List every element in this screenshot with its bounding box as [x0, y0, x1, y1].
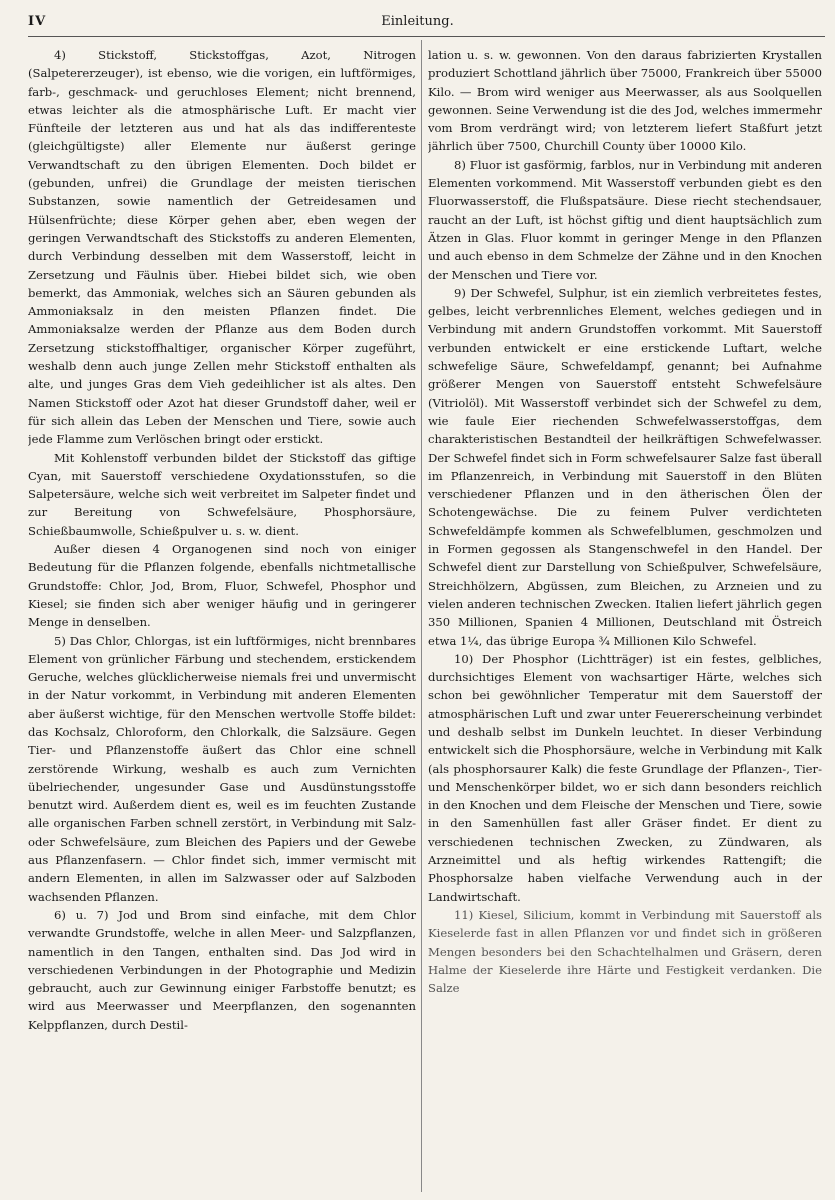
paragraph-jod-brom-continued: lation u. s. w. gewonnen. Von den daraus fabrizierten Krystallen produziert Schottland jährlich über 75000, Frankreich über 55000 Kilo. — Brom wird weniger aus Meerwasser, als aus Soolquellen gewonnen. Seine Verwendung ist die des Jod, welches immermehr vom Brom verdrängt wird; von letzterem liefert Staßfurt jetzt jährlich über 7500, Churchill County über 10000 Kilo. [428, 48, 822, 154]
left-column [28, 46, 416, 1194]
paragraph-schwefel: 9) Der Schwefel, Sulphur, ist ein ziemlich verbreitetes festes, gelbes, leicht verbrennliches Element, welches gediegen und in Verbindung mit andern Grundstoffen vorkommt. Mit Sauerstoff verbunden entwickelt er eine erstickende Luftart, welche schwefelige Säure, Schwefeldampf, genannt; bei Aufnahme größerer Mengen von Sauerstoff entsteht Schwefelsäure (Vitriolöl). Mit Wasserstoff verbindet sich der Schwefel zu dem, wie faule Eier riechenden Schwefelwasserstoffgas, dem charakteristischen Bestandteil der heilkräftigen Schwefelwasser. Der Schwefel findet sich in Form schwefelsaurer Salze fast überall im Pflanzenreich, in Verbindung mit Sauerstoff in den Blüten verschiedener Pflanzen und in den ätherischen Ölen der Schotengewächse. Die zu feinem Pulver verdichteten Schwefeldämpfe kommen als Schwefelblumen, geschmolzen und in Formen gegossen als Stangenschwefel in den Handel. Der Schwefel dient zur Darstellung von Schießpulver, Schwefelsäure, Streichhölzern, Abgüssen, zum Bleichen, zu Arzneien und zu vielen anderen technischen Zwecken. Italien liefert jährlich gegen 350 Millionen, Spanien 4 Millionen, Deutschland mit Östreich etwa 1¼, das übrige Europa ¾ Millionen Kilo Schwefel. [428, 285, 822, 648]
column-divider [421, 40, 422, 1192]
paragraph-chlor: 5) Das Chlor, Chlorgas, ist ein luftförmiges, nicht brennbares Element von grünlicher Färbung und stechendem, erstickendem Geruche, welches glücklicherweise niemals frei und unvermischt in der Natur vorkommt, in Verbindung mit anderen Elementen aber äußerst wichtige, für den Menschen wertvolle Stoffe bildet: das Kochsalz, Chloroform, den Chlorkalk, die Salzsäure. Gegen Tier- und Pflanzenstoffe äußert das Chlor eine schnell zerstörende Wirkung, weshalb es auch zum Vernichten übelriechender, ungesunder Gase und Ausdünstungsstoffe benutzt wird. Außerdem dient es, weil es im feuchten Zustande alle organischen Farben schnell zerstört, in Verbindung mit Salz- oder Schwefelsäure, zum Bleichen des Papiers und der Gewebe aus Pflanzenfasern. — Chlor findet sich, immer vermischt mit andern Elementen, in allen im Salzwasser oder auf Salzboden wachsenden Pflanzen. [28, 633, 416, 904]
page-header [0, 14, 835, 36]
paragraph-stickstoff: 4) Stickstoff, Stickstoffgas, Azot, Nitrogen (Salpetererzeuger), ist ebenso, wie die vorigen, ein luftförmiges, farb-, geschmack- und geruchloses Element; nicht brennend, etwas leichter als die atmosphärische Luft. Er macht vier Fünfteile der letzteren aus und hat als das indifferenteste (gleichgültigste) aller Elemente nur äußerst geringe Verwandtschaft zu den übrigen Elementen. Doch bildet er (gebunden, unfrei) die Grundlage der meisten tierischen Substanzen, sowie namentlich der Getreidesamen und Hülsenfrüchte; diese Körper gehen aber, eben wegen der geringen Verwandtschaft des Stickstoffs zu anderen Elementen, durch Verbindung desselben mit dem Wasserstoff, leicht in Zersetzung und Fäulnis über. Hiebei bildet sich, wie oben bemerkt, das Ammoniak, welches sich an Säuren gebunden als Ammoniaksalz in den meisten Pflanzen findet. Die Ammoniaksalze werden der Pflanze aus dem Boden durch Zersetzung stickstoffhaltiger, organischer Körper zugeführt, weshalb denn auch junge Zellen mehr Stickstoff enthalten als alte, und junges Gras dem Vieh gedeihlicher ist als altes. Den Namen Stickstoff oder Azot hat dieser Grundstoff daher, weil er für sich allein das Leben der Menschen und Tiere, sowie auch jede Flamme zum Verlöschen bringt oder erstickt. [28, 48, 416, 447]
page-title: Einleitung. [381, 14, 454, 29]
paragraph-kohlenstoff-verbindungen: Mit Kohlenstoff verbunden bildet der Stickstoff das giftige Cyan, mit Sauerstoff verschiedene Oxydationsstufen, so die Salpetersäure, welche sich weit verbreitet im Salpeter findet und zur Bereitung von Schwefelsäure, Phosphorsäure, Schießbaumwolle, Schießpulver u. s. w. dient. [28, 450, 416, 538]
paragraph-phosphor: 10) Der Phosphor (Lichtträger) ist ein festes, gelbliches, durchsichtiges Element von wachsartiger Härte, welches sich schon bei gewöhnlicher Temperatur mit dem Sauerstoff der atmosphärischen Luft und zwar unter Feuererscheinung verbindet und deshalb selbst im Dunkeln leuchtet. In dieser Verbindung entwickelt sich die Phosphorsäure, welche in Verbindung mit Kalk (als phosphorsaurer Kalk) die feste Grundlage der Pflanzen-, Tier- und Menschenkörper bildet, wo er sich dann besonders reichlich in den Knochen und dem Fleische der Menschen und Tiere, sowie in den Samenhüllen fast aller Gräser findet. Er dient zu verschiedenen technischen Zwecken, zu Zündwaren, als Arzneimittel und als heftig wirkendes Rattengift; die Phosphorsalze haben vielfache Verwendung auch in der Landwirtschaft. [428, 651, 822, 904]
header-rule [28, 36, 825, 37]
paragraph-jod-brom: 6) u. 7) Jod und Brom sind einfache, mit dem Chlor verwandte Grundstoffe, welche in allen Meer- und Salzpflanzen, namentlich in den Tangen, enthalten sind. Das Jod wird in verschiedenen Verbindungen in der Photographie und Medizin gebraucht, auch zur Gewinnung einiger Farbstoffe benutzt; es wird aus Meerwasser und Meerpflanzen, den sogenannten Kelppflanzen, durch Destil- [28, 907, 416, 1032]
right-column [428, 46, 822, 1194]
paragraph-kiesel: 11) Kiesel, Silicium, kommt in Verbindung mit Sauerstoff als Kieselerde fast in allen Pflanzen vor und findet sich in größeren Mengen besonders bei den Schachtelhalmen und Gräsern, deren Halme der Kieselerde ihre Härte und Festigkeit verdanken. Die Salze [428, 907, 822, 996]
page-number: IV [28, 14, 47, 29]
paragraph-organogene: Außer diesen 4 Organogenen sind noch von einiger Bedeutung für die Pflanzen folgende, ebenfalls nichtmetallische Grundstoffe: Chlor, Jod, Brom, Fluor, Schwefel, Phosphor und Kiesel; sie finden sich aber weniger häufig und in geringerer Menge in denselben. [28, 542, 416, 630]
paragraph-fluor: 8) Fluor ist gasförmig, farblos, nur in Verbindung mit anderen Elementen vorkommend. Mit Wasserstoff verbunden giebt es den Fluorwasserstoff, die Flußspatsäure. Diese riecht stechendsauer, raucht an der Luft, ist höchst giftig und dient hauptsächlich zum Ätzen in Glas. Fluor kommt in geringer Menge in den Pflanzen und auch ebenso in dem Schmelze der Zähne und in den Knochen der Menschen und Tiere vor. [428, 157, 822, 282]
